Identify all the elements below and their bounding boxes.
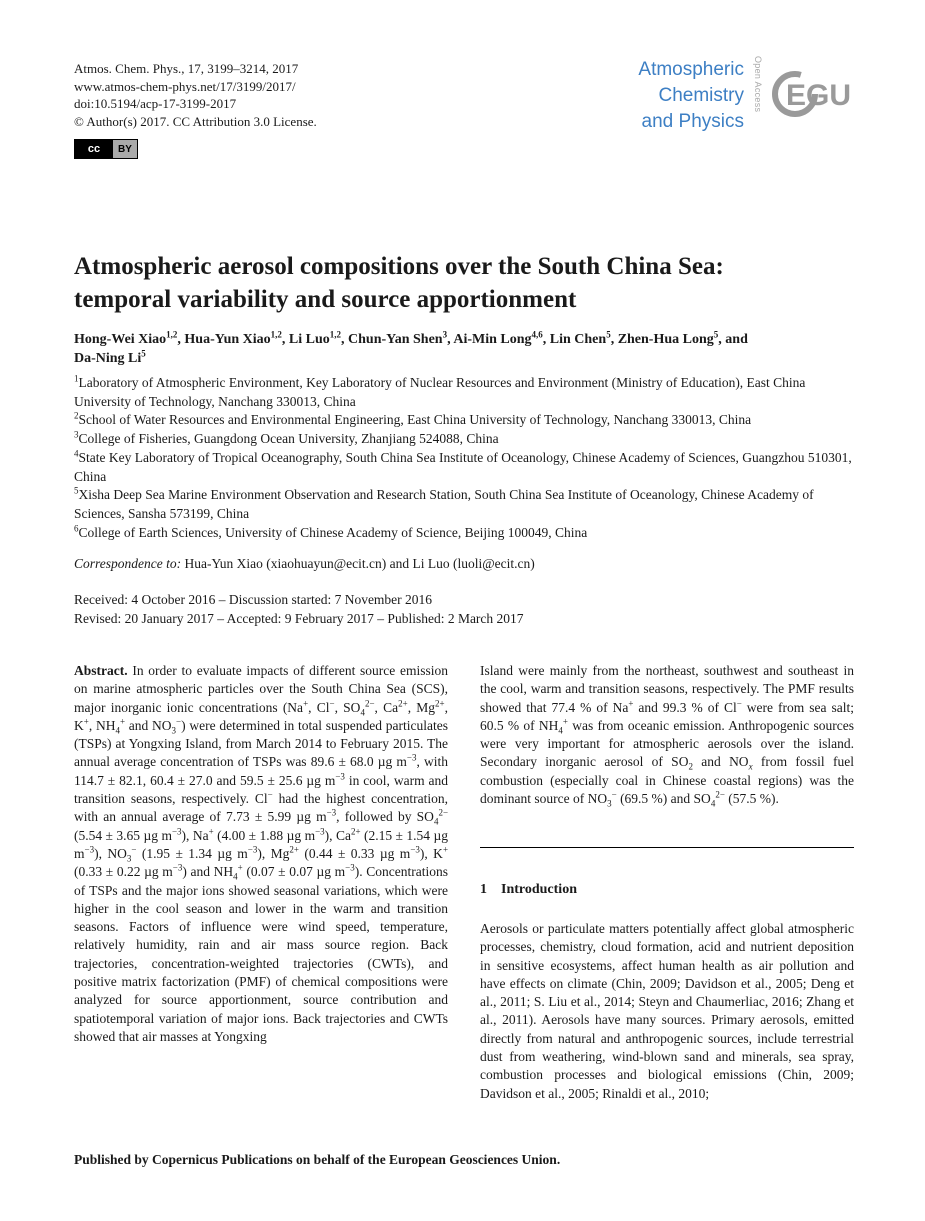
correspondence-text[interactable]: Hua-Yun Xiao (xiaohuayun@ecit.cn) and Li Luo (luoli@ecit.cn) — [184, 556, 535, 571]
received-line: Received: 4 October 2016 – Discussion started: 7 November 2016 — [74, 592, 433, 607]
introduction-text — [480, 920, 854, 1103]
correspondence — [74, 556, 535, 572]
citation: Atmos. Chem. Phys., 17, 3199–3214, 2017 — [74, 61, 299, 76]
publication-dates — [74, 591, 524, 628]
revised-line: Revised: 20 January 2017 – Accepted: 9 February 2017 – Published: 2 March 2017 — [74, 610, 524, 626]
egu-logo-text: EGU — [786, 79, 852, 112]
affiliation: $^6$College of Earth Sciences, University of Chinese Academy of Science, Beijing 100049, China — [74, 523, 588, 540]
cc-by-badge[interactable] — [74, 139, 138, 159]
egu-logo — [772, 62, 854, 126]
journal-line-2: Chemistry — [658, 85, 744, 106]
footer: Published by Copernicus Publications on behalf of the European Geosciences Union. — [74, 1152, 561, 1167]
journal-name — [638, 57, 744, 135]
section-heading — [480, 882, 577, 898]
title-line-1: Atmospheric aerosol compositions over the South China Sea: — [74, 253, 724, 280]
affiliation: $^5$Xisha Deep Sea Marine Environment Observation and Research Station, South China Sea Institute of Oceanology, Chinese Academy of Sciences, Sansha 573199, China — [74, 485, 814, 521]
journal-line-3: and Physics — [641, 111, 744, 132]
divider — [480, 847, 854, 848]
copyright: © Author(s) 2017. CC Attribution 3.0 License. — [74, 113, 317, 129]
journal-url[interactable]: www.atmos-chem-phys.net/17/3199/2017/ — [74, 78, 296, 94]
doi[interactable]: doi:10.5194/acp-17-3199-2017 — [74, 96, 237, 111]
author-list: Hong-Wei Xiao$^{1,2}$, Hua-Yun Xiao$^{1,2}$, Li Luo$^{1,2}$, Chun-Yan Shen$^3$, Ai-Min Long$^{4,6}$, Lin Chen$^5$, Zhen-Hua Long$^5$, and Da-Ning Li$^5$ — [74, 329, 748, 366]
affiliation: $^3$College of Fisheries, Guangdong Ocean University, Zhanjiang 524088, China — [74, 429, 499, 447]
affiliation: $^4$State Key Laboratory of Tropical Oceanography, South China Sea Institute of Oceanology, Chinese Academy of Sciences, Guangzhou 510301, China — [74, 448, 852, 484]
title-line-2: temporal variability and source apportionment — [74, 286, 577, 313]
author: Lin Chen$^5$ — [549, 329, 611, 347]
citation-block — [74, 60, 317, 130]
section-number: 1 — [480, 882, 487, 897]
open-access-text: Open Access — [753, 56, 763, 113]
correspondence-label: Correspondence to: — [74, 556, 182, 571]
author: Hong-Wei Xiao$^{1,2}$ — [74, 329, 178, 347]
affiliations — [74, 374, 864, 542]
abstract-column-left — [74, 662, 448, 1046]
author: Li Luo$^{1,2}$ — [288, 329, 342, 347]
abstract-label: Abstract. — [74, 663, 128, 678]
abstract-paragraph: Abstract. In order to evaluate impacts of different source emission on marine atmospheric particles over the South China Sea (SCS), major inorganic ionic concentrations (Na+, Cl−, $SO_4^{2-}$, $Ca^{2+}$, $Mg^{2+}$, K+, $NH_4^+$ and $NO_3^-$) were determined in total suspended particulates (TSPs) at Yongxing Island, from March 2014 to February 2015. The annual average concentration of TSPs was 89.6 ± 68.0 µg $m^{-3}$, with 114.7 ± 82.1, 60.4 ± 27.0 and 59.5 ± 25.6 µg $m^{-3}$ in cool, warm and transition seasons, respectively. Cl− had the highest concentration, with an annual average of 7.73 ± 5.99 µg $m^{-3}$, followed by $SO_4^{2-}$ (5.54 ± 3.65 µg $m^{-3}$), Na+ (4.00 ± 1.88 µg $m^{-3}$), $Ca^{2+}$ (2.15 ± 1.54 µg $m^{-3}$), $NO_3^-$ (1.95 ± 1.34 µg $m^{-3}$), $Mg^{2+}$ (0.44 ± 0.33 µg $m^{-3}$), K+ (0.33 ± 0.22 µg $m^{-3}$) and $NH_4^+$ (0.07 ± 0.07 µg $m^{-3}$). Concentrations of TSPs and the major ions showed seasonal variations, which were higher in the cool season and lower in the warm and transition seasons. Factors of influence were wind speed, temperature, relatively humidity, rain and air mass source region. Back trajectories, concentration-weighted trajectories (CWTs), and positive matrix factorization (PMF) of chemical compositions were analyzed for source apportionment, source contribution and spatiotemporal variation of major ions. Back trajectories and CWTs showed that air masses at Yongxing — [74, 663, 449, 1044]
author: Hua-Yun Xiao$^{1,2}$ — [184, 329, 282, 347]
cc-badge-right: BY — [113, 140, 137, 158]
cc-badge-left: cc — [75, 140, 113, 158]
journal-line-1: Atmospheric — [638, 59, 744, 80]
author: Da-Ning Li$^5$ — [74, 348, 146, 366]
introduction-paragraph: Aerosols or particulate matters potentially affect global atmospheric processes, chemistry, cloud formation, acid and nutrient deposition in sensitive ecosystems, affect human health as air pollution and have effects on climate (Chin, 2009; Davidson et al., 2005; Deng et al., 2011; S. Liu et al., 2014; Steyn and Chaumerliac, 2016; Zhang et al., 2011). Aerosols have many sources. Primary aerosols, emitted directly from natural and anthropogenic sources, include terrestrial dust from weathering, wind-blown sand and minerals, sea spray, combustion processes and biological emissions (Chin, 2009; Davidson et al., 2005; Rinaldi et al., 2010; — [480, 921, 854, 1101]
open-access-label — [750, 56, 764, 132]
author: Zhen-Hua Long$^5$ — [617, 329, 719, 347]
abstract-column-right — [480, 662, 854, 808]
abstract-paragraph: Island were mainly from the northeast, southwest and southeast in the cool, warm and transition seasons, respectively. The PMF results showed that 77.4 % of Na+ and 99.3 % of Cl− were from sea salt; 60.5 % of $NH_4^+$ was from oceanic emission. Anthropogenic sources were very important for atmospheric aerosols over the island. Secondary inorganic aerosol of $SO_2$ and $NO_x$ from fossil fuel combustion (especially coal in Chinese coastal regions) was the dominant source of $NO_3^-$ (69.5 %) and $SO_4^{2-}$ (57.5 %). — [480, 663, 854, 809]
affiliation: $^1$Laboratory of Atmospheric Environment, Key Laboratory of Nuclear Resources and Environment (Ministry of Education), East China University of Technology, Nanchang 330013, China — [74, 373, 806, 409]
author: Chun-Yan Shen$^3$ — [348, 329, 448, 347]
section-title: Introduction — [501, 882, 577, 897]
affiliation: $^2$School of Water Resources and Environmental Engineering, East China University of Technology, Nanchang 330013, China — [74, 410, 752, 428]
page-title — [74, 250, 854, 316]
author: Ai-Min Long$^{4,6}$ — [453, 329, 543, 347]
